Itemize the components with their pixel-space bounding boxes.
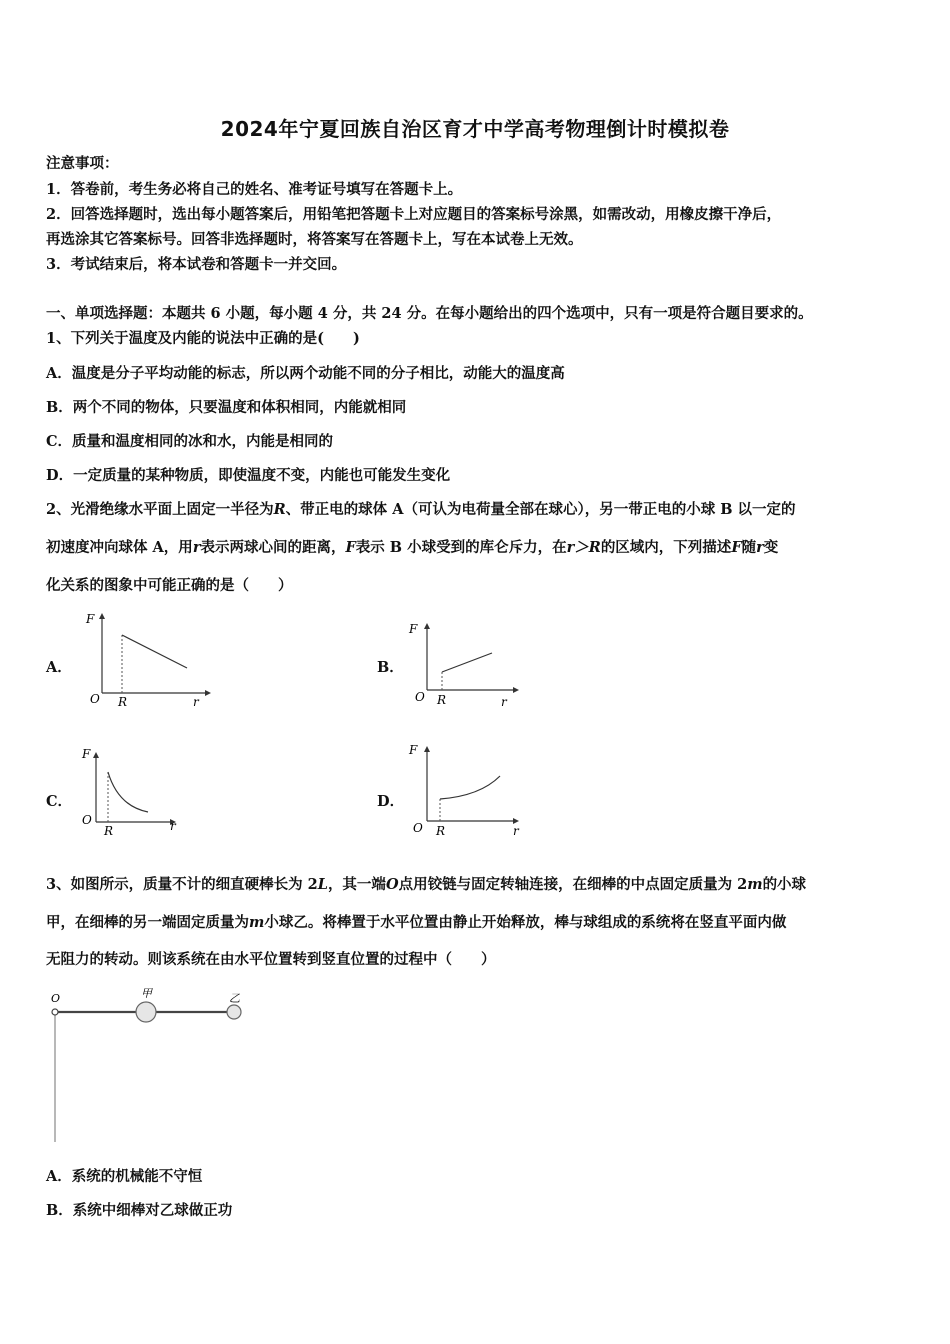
pivot-icon [52, 1009, 58, 1015]
q2-graph-b [405, 617, 525, 712]
axis-label-F: F [409, 622, 418, 636]
q2-text: 、带正电的球体 A（可认为电荷量全部在球心），另一带正电的小球 B 以一定的 [285, 501, 796, 518]
fig-label-jia: 甲 [141, 987, 152, 1000]
q3-stem-line-3: 无阻力的转动。则该系统在由水平位置转到竖直位置的过程中（ ） [46, 951, 496, 968]
q3-text: ，其一端 [327, 876, 386, 893]
q2-graph-d [405, 738, 525, 838]
q2-text: 表示两球心间的距离， [200, 539, 346, 556]
axis-label-F: F [86, 612, 95, 626]
q1-option-d: D．一定质量的某种物质，即使温度不变，内能也可能发生变化 [46, 467, 451, 484]
q2-text: 随 [741, 539, 757, 556]
q2-stem-line-1 [46, 498, 916, 519]
axis-label-r: r [501, 695, 507, 709]
q3-option-b: B．系统中细棒对乙球做正功 [46, 1202, 233, 1219]
axis-label-F: F [409, 743, 418, 757]
q2-stem-line-3: 化关系的图象中可能正确的是（ ） [46, 577, 293, 594]
q1-option-a: A．温度是分子平均动能的标志，所以两个动能不同的分子相比，动能大的温度高 [46, 365, 565, 382]
q2-text: 初速度冲向球体 A，用 [46, 539, 193, 556]
q3-text: 的小球 [762, 876, 807, 893]
q2-var-r: r [756, 539, 764, 556]
axis-label-O: O [413, 821, 423, 835]
q3-stem-line-1 [46, 873, 916, 894]
q3-text: 点用铰链与固定转轴连接，在细棒的中点固定质量为 2 [398, 876, 748, 893]
q2-text: 变 [763, 539, 779, 556]
q2-option-d-label: D． [377, 793, 405, 810]
q1-option-c: C．质量和温度相同的冰和水，内能是相同的 [46, 433, 334, 450]
axis-label-r: r [193, 695, 199, 709]
q2-graph-c [78, 738, 188, 838]
q3-var-L: L [317, 876, 328, 893]
notice-heading: 注意事项： [46, 155, 119, 172]
q2-var-F: F [345, 539, 356, 556]
q2-var-R: R [273, 501, 286, 518]
q2-condition: r＞R [566, 539, 601, 556]
q1-stem: 1、下列关于温度及内能的说法中正确的是( ) [46, 330, 360, 347]
fig-label-yi: 乙 [229, 992, 240, 1005]
notice-item-3: 3．考试结束后，将本试卷和答题卡一并交回。 [46, 256, 347, 273]
q2-option-c-label: C． [46, 793, 73, 810]
notice-item-1: 1．答卷前，考生务必将自己的姓名、准考证号填写在答题卡上。 [46, 181, 463, 198]
fig-label-O: O [51, 992, 61, 1005]
q3-option-a: A．系统的机械能不守恒 [46, 1168, 203, 1185]
ball-jia-icon [136, 1002, 156, 1022]
q3-text: 3、如图所示，质量不计的细直硬棒长为 2 [46, 876, 318, 893]
axis-label-R: R [437, 693, 447, 707]
ball-yi-icon [227, 1005, 241, 1019]
q3-stem-line-2 [46, 911, 916, 932]
q1-option-b: B．两个不同的物体，只要温度和体积相同，内能就相同 [46, 399, 407, 416]
axis-label-O: O [82, 813, 92, 827]
axis-label-r: r [513, 824, 519, 838]
q3-text: 甲，在细棒的另一端固定质量为 [46, 914, 249, 931]
axis-label-R: R [104, 824, 114, 838]
q2-option-a-label: A． [46, 659, 72, 676]
q2-option-b-label: B． [377, 659, 404, 676]
notice-item-2: 2．回答选择题时，选出每小题答案后，用铅笔把答题卡上对应题目的答案标号涂黑，如需改动，用橡皮擦干净后， [46, 206, 782, 223]
axis-label-r: r [170, 819, 176, 833]
q3-var-O: O [385, 876, 399, 893]
q2-text: 2、光滑绝缘水平面上固定一半径为 [46, 501, 274, 518]
page-title: 2024年宁夏回族自治区育才中学高考物理倒计时模拟卷 [220, 117, 730, 141]
q2-text: 的区域内，下列描述 [600, 539, 732, 556]
section-1-heading: 一、单项选择题：本题共 6 小题，每小题 4 分，共 24 分。在每小题给出的四个选项中，只有一项是符合题目要求的。 [46, 305, 813, 322]
axis-label-F: F [82, 747, 91, 761]
axis-label-R: R [436, 824, 446, 838]
notice-item-2-cont: 再选涂其它答案标号。回答非选择题时，将答案写在答题卡上，写在本试卷上无效。 [46, 231, 583, 248]
axis-label-O: O [415, 690, 425, 704]
q2-text: 表示 B 小球受到的库仑斥力，在 [355, 539, 567, 556]
q3-var-m: m [249, 914, 265, 931]
q3-rod-figure [40, 982, 255, 1147]
q3-text: 小球乙。将棒置于水平位置由静止开始释放，棒与球组成的系统将在竖直平面内做 [264, 914, 787, 931]
axis-label-O: O [90, 692, 100, 706]
q2-graph-a [80, 605, 215, 710]
q2-stem-line-2 [46, 536, 916, 557]
q2-var-F: F [731, 539, 742, 556]
q3-var-m: m [747, 876, 763, 893]
axis-label-R: R [118, 695, 128, 709]
q2-var-r: r [192, 539, 201, 556]
